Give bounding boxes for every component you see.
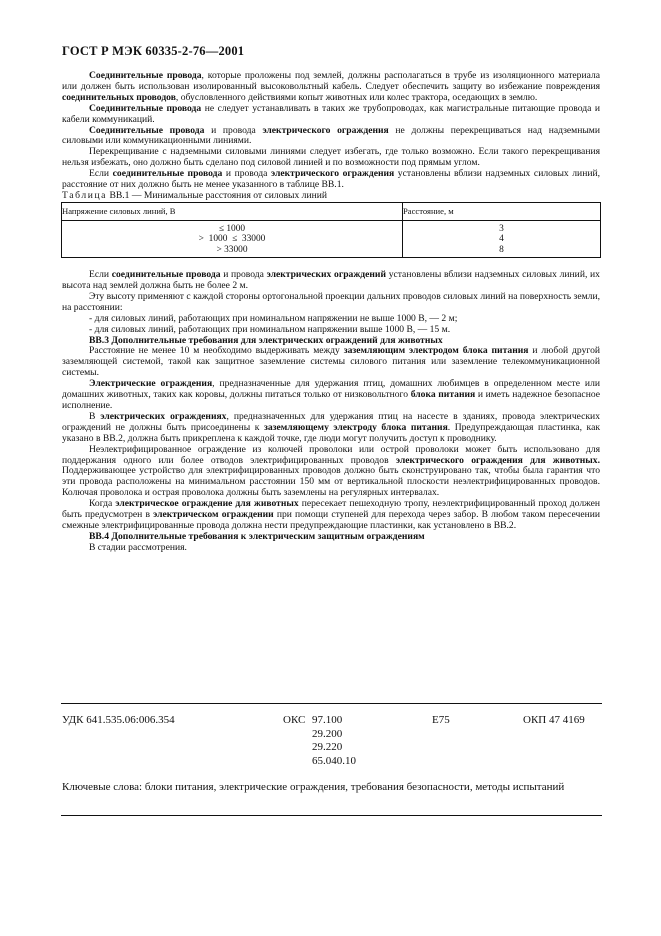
oks-code: 29.220 <box>312 741 343 753</box>
distances-table <box>61 202 601 258</box>
table-caption: Таблица BB.1 — Минимальные расстояния от силовых линий <box>62 189 327 201</box>
paragraph: Если соединительные провода и провода электрических ограждений установлены вблизи надземных силовых линий, их высота над землей должна быть не более 2 м. <box>62 269 600 291</box>
distance-value: 4 <box>499 234 504 245</box>
section-heading-bb3: BB.3 Дополнительные требования для электрических ограждений для животных <box>89 334 443 346</box>
footer-rule-top <box>61 703 602 704</box>
paragraph: В электрических ограждениях, предназначенных для удержания птиц на насесте в зданиях, провода электрических ограждений не должны быть присоединены к заземляющему электроду блока питания. Предупреждающая пластинка, как указано в BB.2, должна быть прикреплена к каждой точке, где люди могут получить доступ к проводнику. <box>62 410 600 444</box>
oks-code: 97.100 <box>312 714 343 726</box>
keywords: Ключевые слова: блоки питания, электрические ограждения, требования безопасности, методы испытаний <box>62 781 565 793</box>
footer-rule-bottom <box>61 815 602 816</box>
list-item: - для силовых линий, работающих при номинальном напряжении не выше 1000 В, — 2 м; <box>89 312 458 324</box>
paragraph: Электрические ограждения, предназначенные для удержания птиц, домашних любимцев в определенном месте или домашних животных, таких как коровы, должны питаться только от низковольтного блока питания и иметь надежное безопасное исполнение. <box>62 378 600 411</box>
document-id: ГОСТ Р МЭК 60335-2-76—2001 <box>62 44 245 58</box>
table-header-row <box>62 202 601 220</box>
paragraph: Неэлектрифицированное ограждение из колючей проволоки или острой проволоки может быть использовано для поддержания одного или более отводов электрифицированных проводов электрического ограждения для животных. Поддерживающее устройство для электрифицированных проводов должно быть сконструировано так, чтобы была гарантия что эти провода расположены на минимальном расстоянии 150 мм от вертикальной плоскости неэлектрифицированных проводов. Колючая проволока и острая проволока должны быть заземлены на регулярных интервалах. <box>62 443 600 499</box>
paragraph: Соединительные провода, которые проложены под землей, должны располагаться в трубе из изоляционного материала или должен быть использован изолированный высоковольтный кабель. Следует обеспечить защиту во избежание повреждения соединительных проводов, обусловленного действиями копыт животных или колес трактора, оседающих в землю. <box>62 70 600 103</box>
paragraph: В стадии рассмотрения. <box>89 541 187 553</box>
list-item: - для силовых линий, работающих при номинальном напряжении выше 1000 В, — 15 м. <box>89 323 451 335</box>
body-text <box>62 71 600 554</box>
table-row <box>62 220 601 257</box>
paragraph: Соединительные провода и провода электрического ограждения не должны перекрещиваться над надземными силовыми или коммуникационными линиями. <box>62 124 600 147</box>
distance-value: 3 <box>499 223 504 234</box>
oks-code: 29.200 <box>312 727 343 740</box>
okp-code: ОКП 47 4169 <box>523 714 585 726</box>
paragraph: Если соединительные провода и провода электрического ограждения установлены вблизи надземных силовых линий, расстояние от них должно быть не менее указанного в таблице BB.1. <box>62 168 600 191</box>
voltage-value: > 33000 <box>216 244 248 255</box>
distance-value: 8 <box>499 244 504 255</box>
paragraph: Когда электрическое ограждение для животных пересекает пешеходную тропу, неэлектрифицированный проход должен быть предусмотрен в электрическом ограждении при помощи ступеней для перехода через забор. В любом таком пересечении смежные электрифицированные провода должна нести предупреждающие пластинки, как установлено в BB.2. <box>62 498 601 531</box>
paragraph: Эту высоту применяют с каждой стороны ортогональной проекции дальних проводов силовых линий на поверхность земли, на расстоянии: <box>62 290 600 313</box>
table-header-voltage: Напряжение силовых линий, В <box>62 202 403 220</box>
voltage-value: ≤ 1000 <box>218 223 246 234</box>
oks-code: 65.040.10 <box>312 754 356 767</box>
voltage-value: > 1000 ≤ 33000 <box>198 234 266 245</box>
paragraph: Соединительные провода не следует устанавливать в таких же трубопроводах, как магистральные питающие провода и кабели коммуникаций. <box>62 102 601 125</box>
distance-cell <box>403 220 601 257</box>
oks-codes <box>312 714 356 768</box>
section-heading-bb4: BB.4 Дополнительные требования к электрическим защитным ограждениям <box>89 530 425 542</box>
paragraph: Перекрещивание с надземными силовыми линиями следует избегать, где только возможно. Если такого перекрещивания нельзя избежать, оно должно быть сделано под силовой линией и по возможности под прямым углом. <box>62 146 600 169</box>
table-header-distance: Расстояние, м <box>403 202 601 220</box>
oks-label: ОКС <box>283 714 306 726</box>
e-code: E75 <box>432 714 450 726</box>
udk-code: УДК 641.535.06:006.354 <box>62 714 175 726</box>
paragraph: Расстояние не менее 10 м необходимо выдерживать между заземляющим электродом блока питания и любой другой заземляющей системой, такой как защитное заземление системы силового питания или заземление телекоммуникационной системы. <box>62 345 601 379</box>
voltage-cell <box>62 220 403 257</box>
